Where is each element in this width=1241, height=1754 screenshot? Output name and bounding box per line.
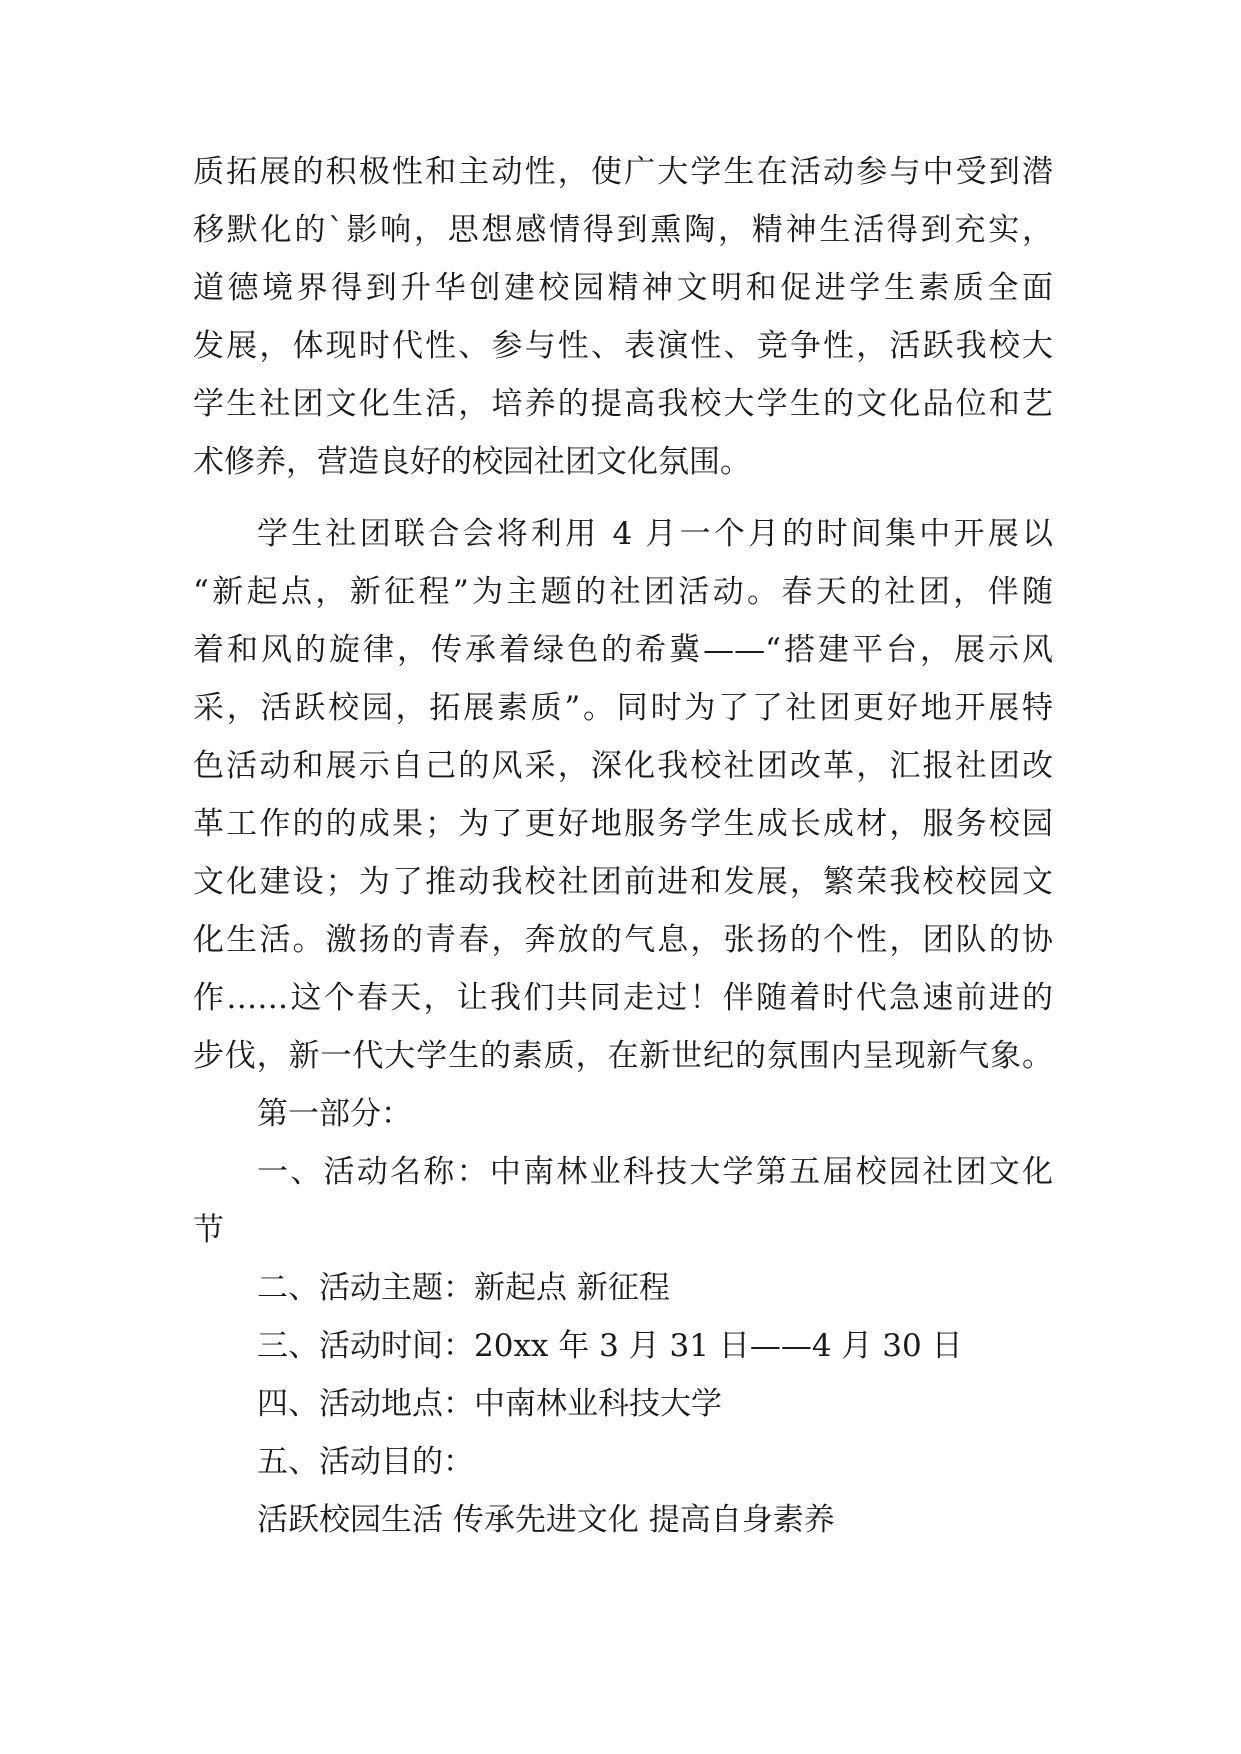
paragraph1-line-4: 发展，体现时代性、参与性、表演性、竞争性，活跃我校大 [193, 328, 1053, 364]
item4: 四、活动地点：中南林业科技大学 [257, 1386, 722, 1422]
item5: 五、活动目的： [257, 1444, 474, 1480]
paragraph1-line-2: 移默化的`影响，思想感情得到熏陶，精神生活得到充实， [193, 212, 1053, 248]
paragraph2-line-1: 学生社团联合会将利用 4 月一个月的时间集中开展以 [257, 516, 1053, 552]
purpose-line: 活跃校园生活 传承先进文化 提高自身素养 [257, 1502, 835, 1538]
item1-line-2: 节 [193, 1212, 224, 1248]
item3: 三、活动时间：20xx 年 3 月 31 日——4 月 30 日 [257, 1328, 963, 1364]
paragraph2-line-6: 革工作的的成果；为了更好地服务学生成长成材，服务校园 [193, 806, 1053, 842]
paragraph2-line-5: 色活动和展示自己的风采，深化我校社团改革，汇报社团改 [193, 748, 1053, 784]
paragraph1-line-3: 道德境界得到升华创建校园精神文明和促进学生素质全面 [193, 270, 1053, 306]
paragraph1-line-1: 质拓展的积极性和主动性，使广大学生在活动参与中受到潜 [193, 154, 1053, 190]
paragraph2-line-7: 文化建设；为了推动我校社团前进和发展，繁荣我校校园文 [193, 864, 1053, 900]
item1-line-1: 一、活动名称：中南林业科技大学第五届校园社团文化 [257, 1154, 1053, 1190]
section-heading: 第一部分： [257, 1096, 412, 1132]
paragraph2-line-2: “新起点，新征程”为主题的社团活动。春天的社团，伴随 [193, 574, 1053, 610]
paragraph2-line-9: 作……这个春天，让我们共同走过！伴随着时代急速前进的 [193, 980, 1053, 1016]
paragraph2-line-10: 步伐，新一代大学生的素质，在新世纪的氛围内呈现新气象。 [193, 1038, 1053, 1074]
paragraph2-line-8: 化生活。激扬的青春，奔放的气息，张扬的个性，团队的协 [193, 922, 1053, 958]
item2: 二、活动主题：新起点 新征程 [257, 1270, 670, 1306]
paragraph1-line-5: 学生社团文化生活，培养的提高我校大学生的文化品位和艺 [193, 386, 1053, 422]
paragraph2-line-4: 采，活跃校园，拓展素质”。同时为了了社团更好地开展特 [193, 690, 1053, 726]
paragraph2-line-3: 着和风的旋律，传承着绿色的希冀——“搭建平台，展示风 [193, 632, 1053, 668]
paragraph1-line-6: 术修养，营造良好的校园社团文化氛围。 [193, 444, 751, 480]
